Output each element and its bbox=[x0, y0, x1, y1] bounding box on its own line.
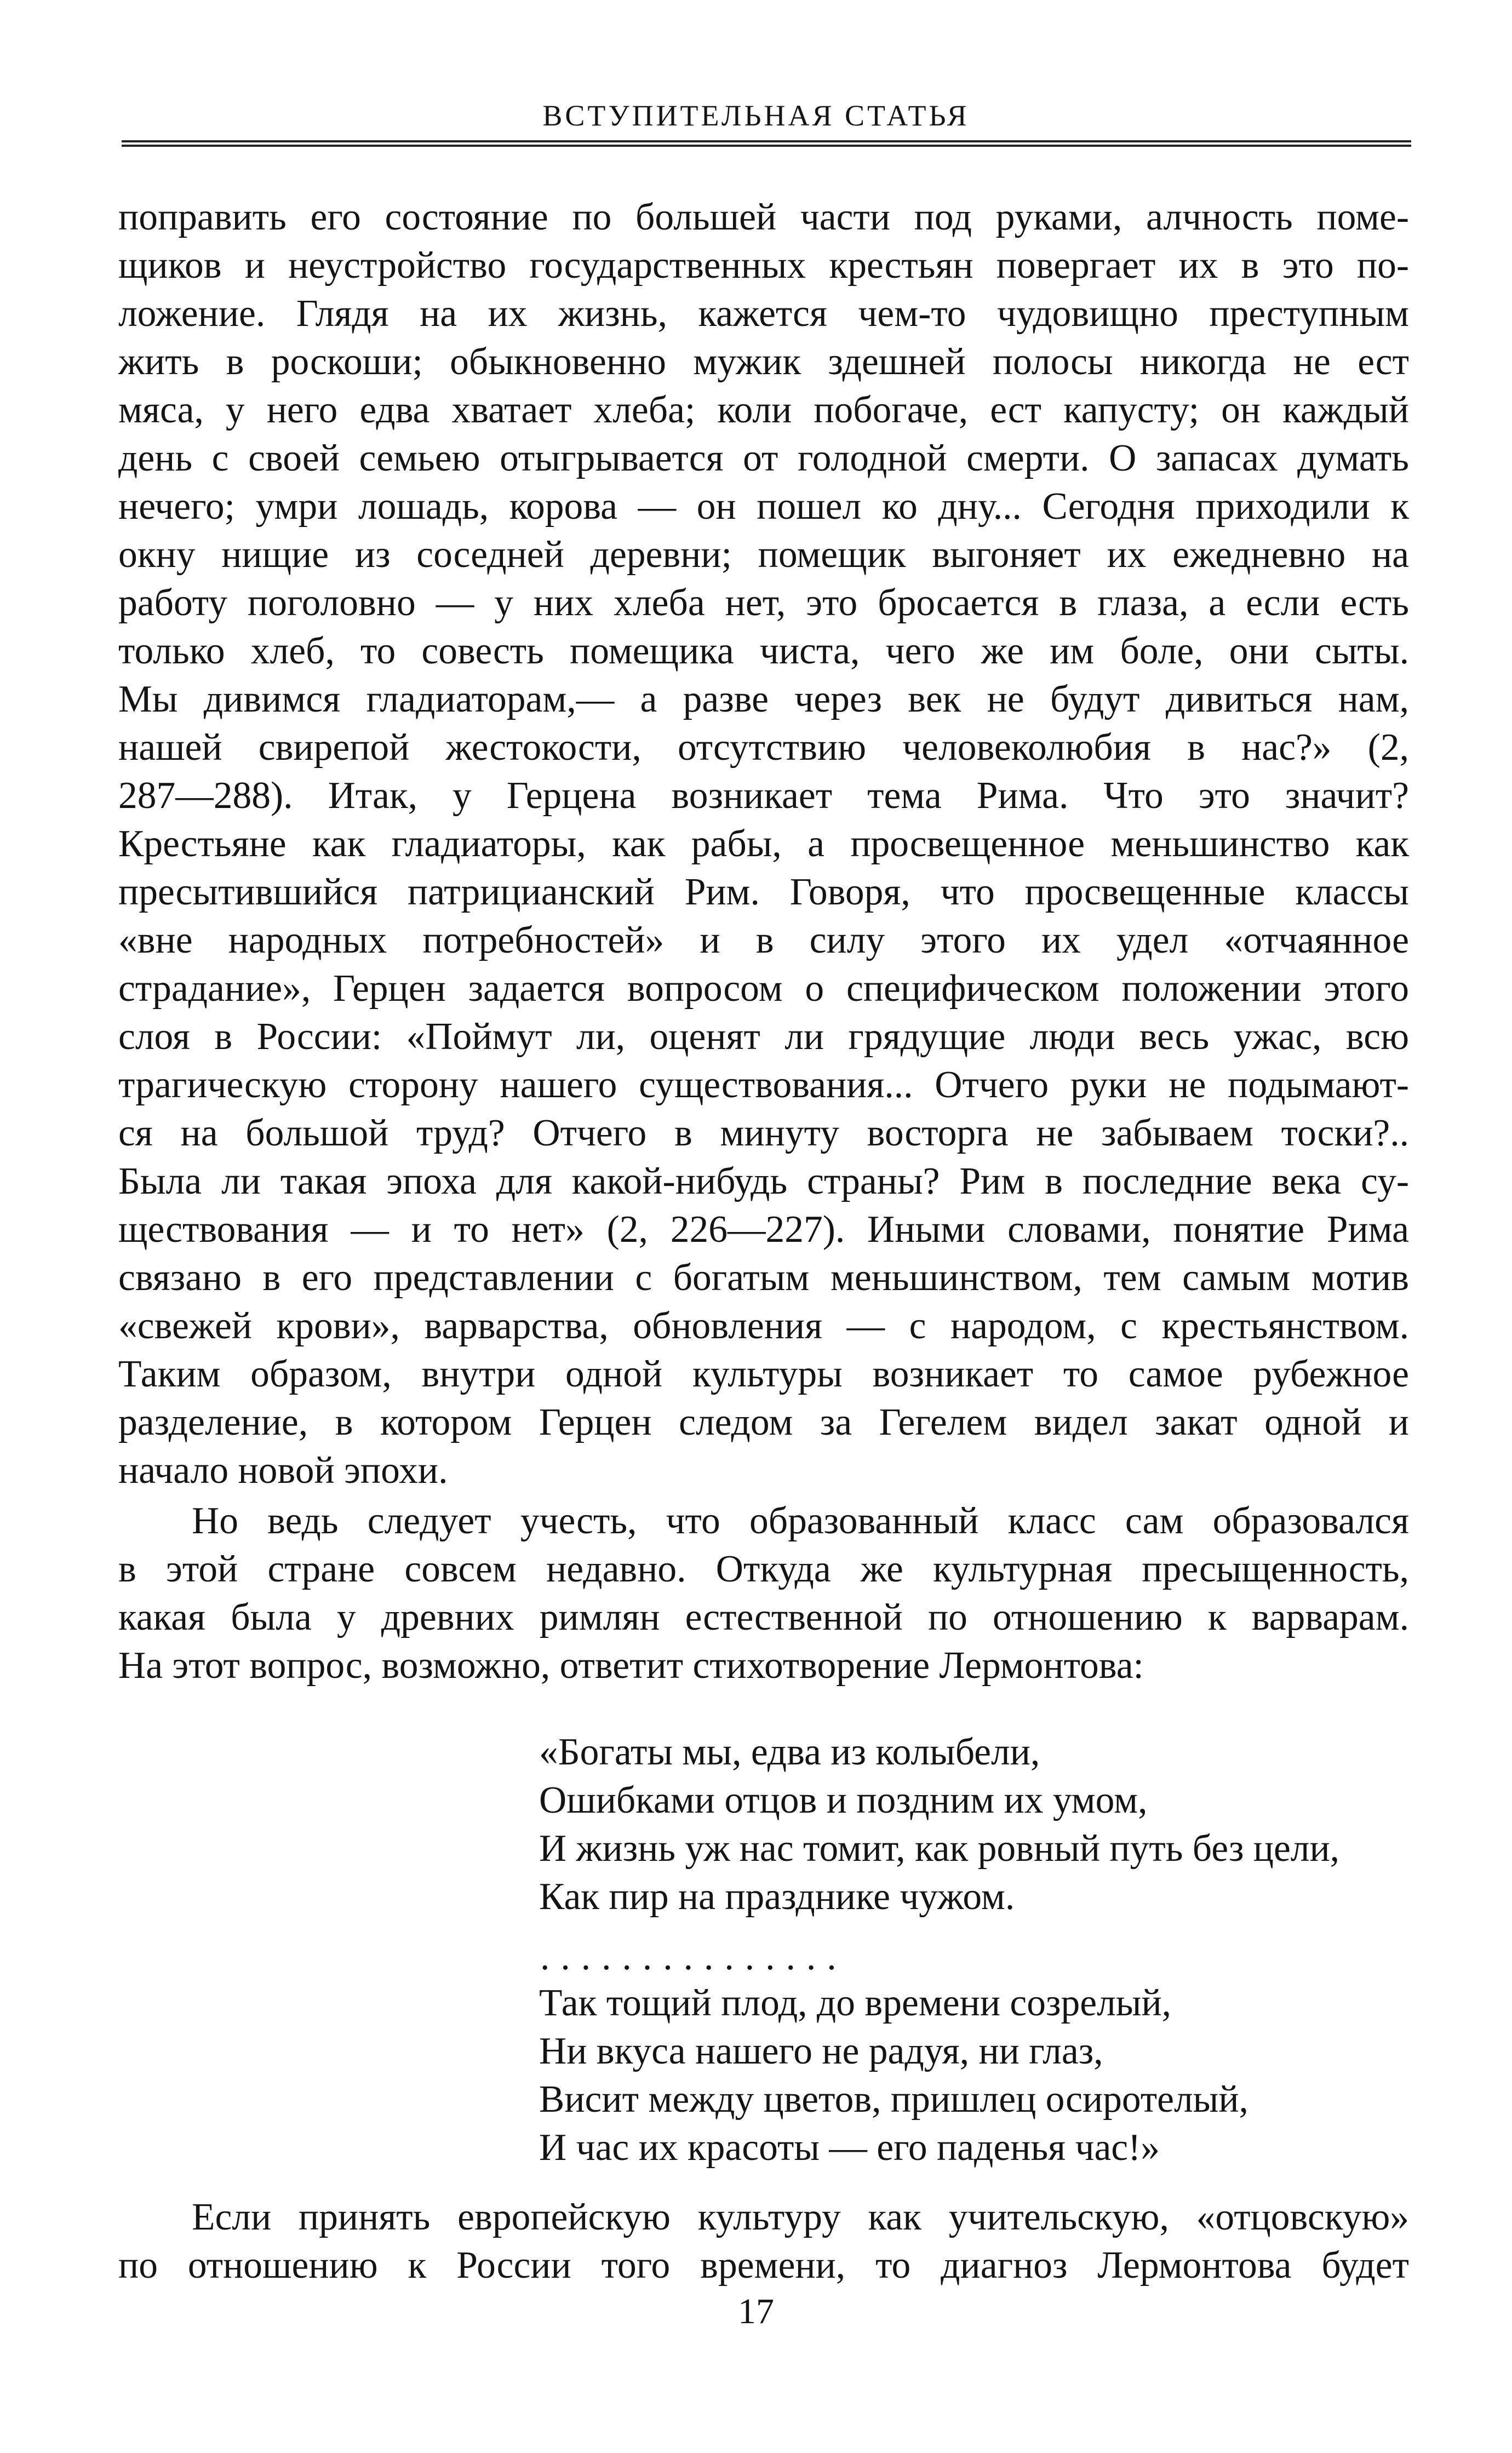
text-line: пресытившийся патрицианский Рим. Говоря, что просвещенные классы bbox=[118, 871, 1409, 913]
text-line: «свежей крови», варварства, обновления — с народом, с крестьянством. bbox=[118, 1305, 1409, 1347]
text-line: 287—288). Итак, у Герцена возникает тема Рима. Что это значит? bbox=[118, 775, 1409, 817]
text-line: день с своей семьею отыгрывается от голодной смерти. О запасах думать bbox=[118, 437, 1409, 479]
poem-line: Ни вкуса нашего не радуя, ни глаз, bbox=[539, 2030, 1103, 2072]
text-line: ществования — и то нет» (2, 226—227). Иными словами, понятие Рима bbox=[118, 1208, 1409, 1251]
text-line: по отношению к России того времени, то диагноз Лермонтова будет bbox=[118, 2244, 1409, 2286]
header-rule bbox=[122, 140, 1411, 147]
text-line: нечего; умри лошадь, корова — он пошел ко дну... Сегодня приходили к bbox=[118, 485, 1409, 528]
poem-line: Висит между цветов, пришлец осиротелый, bbox=[539, 2078, 1248, 2120]
text-line: мяса, у него едва хватает хлеба; коли побогаче, ест капусту; он каждый bbox=[118, 389, 1409, 431]
text-line: связано в его представлении с богатым меньшинством, тем самым мотив bbox=[118, 1257, 1409, 1299]
text-line: только хлеб, то совесть помещика чиста, чего же им боле, они сыты. bbox=[118, 630, 1409, 672]
text-line: ся на большой труд? Отчего в минуту восторга не забываем тоски?.. bbox=[118, 1112, 1409, 1154]
text-line: На этот вопрос, возможно, ответит стихотворение Лермонтова: bbox=[118, 1644, 1144, 1687]
text-line: трагическую сторону нашего существования... Отчего руки не подымают- bbox=[118, 1064, 1409, 1106]
text-line: щиков и неустройство государственных крестьян повергает их в это по- bbox=[118, 244, 1409, 286]
poem-line: И час их красоты — его паденья час!» bbox=[539, 2127, 1160, 2169]
text-line: Была ли такая эпоха для какой-нибудь страны? Рим в последние века су- bbox=[118, 1160, 1409, 1202]
text-line: разделение, в котором Герцен следом за Гегелем видел закат одной и bbox=[118, 1401, 1409, 1443]
text-line: какая была у древних римлян естественной по отношению к варварам. bbox=[118, 1596, 1409, 1638]
text-line: окну нищие из соседней деревни; помещик выгоняет их ежедневно на bbox=[118, 534, 1409, 576]
poem-line: Так тощий плод, до времени созрелый, bbox=[539, 1982, 1172, 2024]
text-line: Крестьяне как гладиаторы, как рабы, а просвещенное меньшинство как bbox=[118, 823, 1409, 865]
text-line: «вне народных потребностей» и в силу этого их удел «отчаянное bbox=[118, 919, 1409, 961]
text-line: слоя в России: «Поймут ли, оценят ли грядущие люди весь ужас, всю bbox=[118, 1016, 1409, 1058]
text-line: ложение. Глядя на их жизнь, кажется чем-то чудовищно преступным bbox=[118, 293, 1409, 335]
poem-line: И жизнь уж нас томит, как ровный путь без цели, bbox=[539, 1827, 1340, 1870]
text-line: начало новой эпохи. bbox=[118, 1449, 448, 1492]
poem-line: «Богаты мы, едва из колыбели, bbox=[539, 1731, 1040, 1773]
text-line: в этой стране совсем недавно. Откуда же культурная пресыщенность, bbox=[118, 1548, 1409, 1590]
poem-line: Ошибками отцов и поздним их умом, bbox=[539, 1779, 1148, 1821]
text-line: страдание», Герцен задается вопросом о специфическом положении этого bbox=[118, 967, 1409, 1010]
page-number: 17 bbox=[738, 2291, 774, 2331]
text-line: поправить его состояние по большей части под руками, алчность поме- bbox=[118, 196, 1409, 238]
poem-ellipsis: ............... bbox=[540, 1936, 847, 1978]
text-line: Но ведь следует учесть, что образованный класс сам образовался bbox=[192, 1500, 1409, 1542]
text-line: Таким образом, внутри одной культуры возникает то самое рубежное bbox=[118, 1353, 1409, 1395]
text-line: жить в роскоши; обыкновенно мужик здешней полосы никогда не ест bbox=[118, 341, 1409, 383]
text-line: работу поголовно — у них хлеба нет, это бросается в глаза, а если есть bbox=[118, 582, 1409, 624]
text-line: нашей свирепой жестокости, отсутствию человеколюбия в нас?» (2, bbox=[118, 726, 1409, 769]
running-header: ВСТУПИТЕЛЬНАЯ СТАТЬЯ bbox=[542, 99, 970, 132]
poem-line: Как пир на празднике чужом. bbox=[539, 1876, 1015, 1918]
text-line: Если принять европейскую культуру как учительскую, «отцовскую» bbox=[192, 2196, 1409, 2238]
text-line: Мы дивимся гладиаторам,— а разве через век не будут дивиться нам, bbox=[118, 678, 1409, 720]
